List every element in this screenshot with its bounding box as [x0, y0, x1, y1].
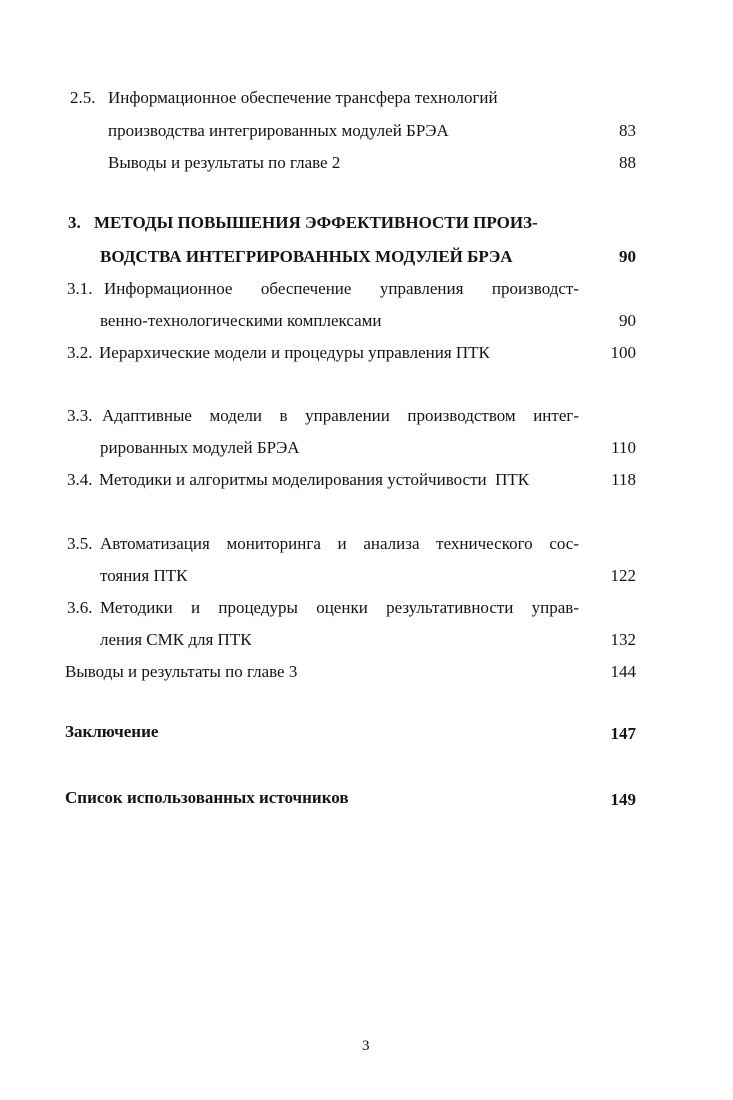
toc-title-line2: венно-технологическими комплексами — [100, 311, 382, 330]
toc-page: 147 — [610, 724, 636, 743]
toc-num: 3.6. — [67, 598, 93, 617]
toc-title: Иерархические модели и процедуры управления ПТК — [99, 343, 490, 362]
toc-title-line1: Методики и процедуры оценки результативности управ- — [100, 598, 579, 617]
toc-page: 110 — [611, 438, 636, 457]
toc-num: 3.1. — [67, 279, 93, 298]
toc-page: 83 — [619, 121, 636, 140]
toc-num: 3. — [68, 213, 81, 232]
toc-page: 122 — [610, 566, 636, 585]
toc-title-line2: рированных модулей БРЭА — [100, 438, 300, 457]
toc-num: 3.3. — [67, 406, 93, 425]
toc-title-line1: Информационное обеспечение трансфера технологий — [108, 88, 498, 107]
toc-title-line2: тояния ПТК — [100, 566, 188, 585]
toc-page: 90 — [619, 247, 636, 266]
toc-title-line2: производства интегрированных модулей БРЭА — [108, 121, 449, 140]
toc-page: 88 — [619, 153, 636, 172]
toc-page: 90 — [619, 311, 636, 330]
page-number: 3 — [362, 1038, 370, 1054]
toc-title-line2: ления СМК для ПТК — [100, 630, 252, 649]
toc-num: 2.5. — [70, 88, 96, 107]
toc-num: 3.5. — [67, 534, 93, 553]
toc-page: 100 — [610, 343, 636, 362]
toc-page: 144 — [610, 662, 636, 681]
toc-title-line1: Автоматизация мониторинга и анализа технического сос- — [100, 534, 579, 553]
toc-page: 132 — [610, 630, 636, 649]
toc-title: Список использованных источников — [65, 788, 349, 807]
toc-num: 3.2. — [67, 343, 93, 362]
toc-title: Методики и алгоритмы моделирования устойчивости ПТК — [99, 470, 530, 489]
toc-page: 118 — [611, 470, 636, 489]
toc-title-line1: МЕТОДЫ ПОВЫШЕНИЯ ЭФФЕКТИВНОСТИ ПРОИЗ- — [94, 213, 538, 232]
toc-title: Выводы и результаты по главе 3 — [65, 662, 298, 681]
toc-title: Заключение — [65, 722, 159, 741]
toc-title: Выводы и результаты по главе 2 — [108, 153, 341, 172]
toc-title-line1: Адаптивные модели в управлении производством интег- — [102, 406, 579, 425]
toc-title-line2: ВОДСТВА ИНТЕГРИРОВАННЫХ МОДУЛЕЙ БРЭА — [100, 247, 513, 266]
toc-num: 3.4. — [67, 470, 93, 489]
toc-page: 149 — [610, 790, 636, 809]
toc-title-line1: Информационное обеспечение управления производст- — [104, 279, 579, 298]
